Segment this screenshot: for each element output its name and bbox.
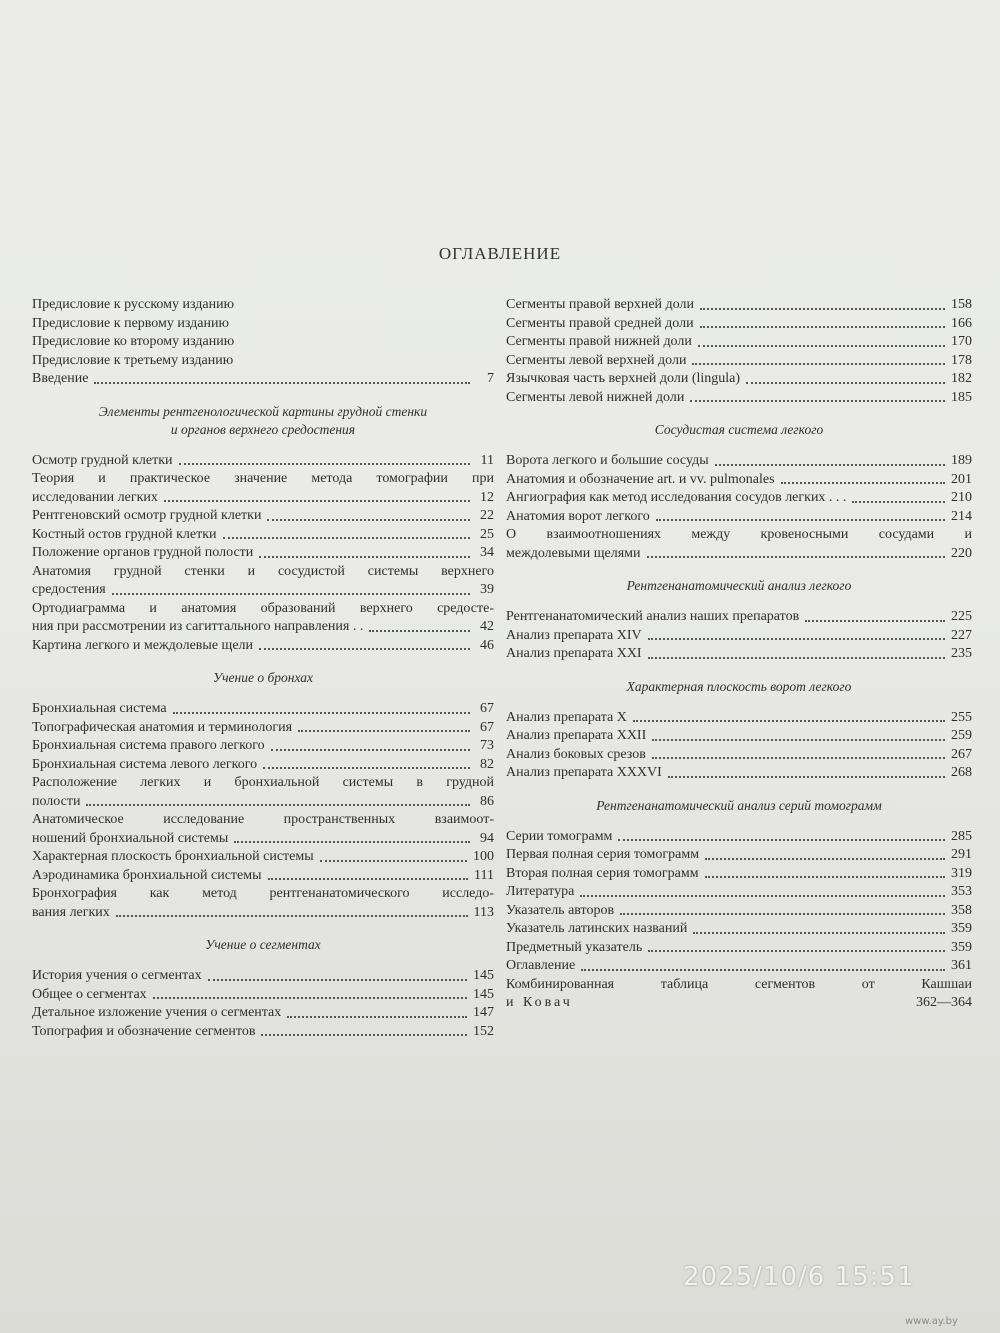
toc-entry-text: Теория и практическое значение метода томографии при bbox=[32, 471, 494, 486]
toc-entry bbox=[32, 352, 494, 371]
toc-entry-text: Предисловие к третьему изданию bbox=[32, 352, 234, 368]
dot-leader bbox=[287, 1016, 467, 1018]
toc-entry-text: Расположение легких и бронхиальной системы в грудной bbox=[32, 775, 494, 790]
photo-timestamp: 2025/10/6 15:51 bbox=[683, 1262, 915, 1292]
toc-entry bbox=[32, 737, 494, 756]
toc-entry-text: Детальное изложение учения о сегментах bbox=[32, 1005, 282, 1020]
toc-entry bbox=[506, 471, 972, 490]
toc-section-list bbox=[32, 967, 494, 1041]
dot-leader bbox=[852, 501, 945, 503]
dot-leader bbox=[268, 878, 469, 880]
toc-entry-line bbox=[32, 830, 494, 849]
toc-page-number: 319 bbox=[951, 865, 972, 881]
toc-entry bbox=[506, 526, 972, 563]
toc-page-number: 67 bbox=[480, 719, 494, 735]
dot-leader bbox=[223, 537, 470, 539]
toc-entry bbox=[506, 865, 972, 884]
toc-page-number: 145 bbox=[473, 968, 494, 983]
toc-page-number: 42 bbox=[480, 619, 494, 634]
toc-entry-text: ношений бронхиальной системы bbox=[32, 830, 229, 846]
toc-entry-line bbox=[32, 581, 494, 600]
toc-page-number: 166 bbox=[951, 315, 972, 331]
toc-entry-text: Топографическая анатомия и терминология bbox=[32, 719, 293, 735]
toc-section-list bbox=[506, 296, 972, 407]
toc-entry bbox=[32, 600, 494, 637]
dot-leader bbox=[693, 932, 945, 934]
toc-section-list bbox=[32, 452, 494, 656]
toc-left-column bbox=[32, 296, 494, 1041]
toc-entry-last-line bbox=[506, 994, 972, 1013]
toc-entry-text: Аэродинамика бронхиальной системы bbox=[32, 867, 262, 883]
dot-leader bbox=[581, 969, 945, 971]
toc-page-number: 34 bbox=[480, 545, 494, 560]
toc-page-number: 67 bbox=[480, 701, 494, 716]
toc-entry bbox=[32, 470, 494, 507]
section-heading-segments: Учение о сегментах bbox=[205, 937, 321, 952]
dot-leader bbox=[692, 363, 945, 365]
toc-page-number: 259 bbox=[951, 728, 972, 743]
dot-leader bbox=[369, 630, 470, 632]
dot-leader bbox=[208, 979, 467, 981]
toc-page-number: 170 bbox=[951, 334, 972, 349]
toc-entry-text: Осмотр грудной клетки bbox=[32, 452, 173, 468]
toc-entry bbox=[32, 756, 494, 775]
page-title: ОГЛАВЛЕНИЕ bbox=[438, 244, 562, 263]
dot-leader bbox=[580, 895, 945, 897]
toc-entry-text: Оглавление bbox=[506, 958, 576, 973]
toc-entry bbox=[32, 526, 494, 545]
toc-page-number: 227 bbox=[951, 627, 972, 643]
toc-page-number: 353 bbox=[951, 884, 972, 899]
toc-entry bbox=[32, 333, 494, 352]
toc-entry bbox=[506, 709, 972, 728]
toc-entry bbox=[32, 700, 494, 719]
toc-entry bbox=[506, 352, 972, 371]
toc-entry bbox=[32, 370, 494, 389]
toc-page-number: 285 bbox=[951, 828, 972, 844]
dot-leader bbox=[705, 876, 945, 878]
toc-entry-text: Костный остов грудной клетки bbox=[32, 526, 217, 542]
toc-section-list bbox=[506, 608, 972, 664]
toc-page-number: 362—364 bbox=[916, 995, 972, 1010]
toc-entry-text: Анализ препарата XXII bbox=[506, 728, 647, 743]
toc-entry bbox=[32, 867, 494, 886]
toc-entry bbox=[506, 727, 972, 746]
toc-entry bbox=[32, 811, 494, 848]
dot-leader bbox=[259, 556, 470, 558]
toc-page-number: 361 bbox=[951, 958, 972, 973]
toc-entry-text: Серии томограмм bbox=[506, 828, 613, 844]
toc-entry bbox=[506, 370, 972, 389]
section-heading-line: и органов верхнего средостения bbox=[170, 421, 356, 437]
dot-leader bbox=[267, 519, 470, 521]
toc-entry-line bbox=[32, 793, 494, 812]
toc-page-number: 46 bbox=[480, 637, 494, 653]
toc-entry bbox=[506, 902, 972, 921]
toc-entry bbox=[32, 507, 494, 526]
toc-section-list bbox=[32, 700, 494, 922]
dot-leader bbox=[656, 519, 945, 521]
toc-entry bbox=[32, 544, 494, 563]
toc-entry-text: полости bbox=[32, 793, 81, 809]
section-heading-chest-wall bbox=[32, 403, 494, 439]
toc-entry bbox=[506, 333, 972, 352]
dot-leader bbox=[700, 326, 945, 328]
toc-entry-text: Анализ боковых срезов bbox=[506, 746, 646, 762]
toc-entry bbox=[32, 967, 494, 986]
toc-page-number: 220 bbox=[951, 545, 972, 561]
toc-entry-text: ния при рассмотрении из сагиттального направления . . bbox=[32, 619, 364, 634]
toc-entry-text: Указатель латинских названий bbox=[506, 921, 688, 936]
dot-leader bbox=[298, 730, 470, 732]
toc-entry-text: Вторая полная серия томограмм bbox=[506, 865, 699, 881]
toc-entry-line bbox=[506, 545, 972, 564]
toc-entry bbox=[506, 452, 972, 471]
toc-entry-text: Литература bbox=[506, 884, 575, 899]
toc-page-number: 358 bbox=[951, 902, 972, 918]
toc-page-number: 214 bbox=[951, 508, 972, 524]
toc-entry-text: средостения bbox=[32, 582, 106, 597]
toc-entry-text: Характерная плоскость бронхиальной системы bbox=[32, 849, 314, 864]
toc-entry bbox=[32, 452, 494, 471]
dot-leader bbox=[705, 858, 945, 860]
toc-entry bbox=[506, 939, 972, 958]
toc-entry-text: Предисловие к первому изданию bbox=[32, 315, 229, 331]
dot-leader bbox=[263, 767, 470, 769]
section-heading-vascular: Сосудистая система легкого bbox=[654, 422, 824, 437]
dot-leader bbox=[164, 500, 470, 502]
toc-entry-text: Сегменты правой нижней доли bbox=[506, 334, 692, 349]
toc-entry-text: междолевыми щелями bbox=[506, 545, 641, 561]
toc-entry-text: Предисловие ко второму изданию bbox=[32, 334, 235, 349]
toc-page-number: 39 bbox=[480, 582, 494, 597]
toc-page-number: 25 bbox=[480, 526, 494, 542]
section-heading-line: Элементы рентгенологической картины грудной стенки bbox=[98, 403, 428, 419]
toc-entry-text: Ворота легкого и большие сосуды bbox=[506, 453, 709, 468]
toc-entry-text: Сегменты левой верхней доли bbox=[506, 352, 687, 368]
toc-entry bbox=[506, 315, 972, 334]
toc-entry-text: и Ковач bbox=[506, 995, 573, 1010]
section-heading-hilum-plane: Характерная плоскость ворот легкого bbox=[626, 678, 852, 694]
toc-entry-text: Комбинированная таблица сегментов от Кашшаи bbox=[506, 976, 972, 992]
toc-entry-text: Введение bbox=[32, 371, 89, 386]
toc-page-number: 235 bbox=[951, 646, 972, 661]
toc-entry-text: Анализ препарата XIV bbox=[506, 627, 642, 643]
toc-entry-text: исследовании легких bbox=[32, 489, 158, 505]
toc-entry bbox=[506, 764, 972, 783]
toc-entry bbox=[506, 846, 972, 865]
toc-page-number: 145 bbox=[473, 986, 494, 1002]
toc-page-number: 73 bbox=[480, 738, 494, 753]
toc-entry bbox=[506, 883, 972, 902]
dot-leader bbox=[715, 464, 945, 466]
toc-entry-line bbox=[32, 904, 494, 923]
toc-page-number: 178 bbox=[951, 352, 972, 368]
toc-intro-list bbox=[32, 296, 494, 389]
toc-entry bbox=[506, 389, 972, 408]
toc-entry-text: Сегменты правой средней доли bbox=[506, 315, 694, 331]
dot-leader bbox=[620, 913, 945, 915]
section-heading-bronchi: Учение о бронхах bbox=[213, 670, 313, 685]
dot-leader bbox=[781, 482, 945, 484]
toc-page-number: 152 bbox=[473, 1023, 494, 1039]
toc-entry bbox=[506, 508, 972, 527]
toc-entry-text: Бронхиальная система левого легкого bbox=[32, 756, 258, 772]
toc-entry bbox=[506, 746, 972, 765]
toc-entry-text: Указатель авторов bbox=[506, 902, 615, 918]
dot-leader bbox=[86, 804, 470, 806]
toc-entry-text: Бронхография как метод рентгенанатомического исследо- bbox=[32, 886, 494, 901]
toc-page-number: 291 bbox=[951, 847, 972, 862]
toc-section-list bbox=[506, 709, 972, 783]
toc-entry-text: Анатомия ворот легкого bbox=[506, 508, 650, 524]
toc-page-number: 147 bbox=[473, 1005, 494, 1020]
toc-entry bbox=[506, 828, 972, 847]
toc-entry-text: Ангиография как метод исследования сосудов легких . . . bbox=[506, 490, 847, 505]
dot-leader bbox=[648, 657, 945, 659]
toc-entry bbox=[32, 1004, 494, 1023]
toc-page-number: 86 bbox=[480, 793, 494, 809]
dot-leader bbox=[261, 1034, 467, 1036]
toc-page-number: 267 bbox=[951, 746, 972, 762]
toc-entry-text: Общее о сегментах bbox=[32, 986, 147, 1002]
dot-leader bbox=[700, 308, 945, 310]
dot-leader bbox=[648, 950, 945, 952]
toc-section-list bbox=[506, 452, 972, 563]
toc-page-number: 158 bbox=[951, 297, 972, 312]
section-heading-tomogram-series: Рентгенанатомический анализ серий томограмм bbox=[596, 797, 882, 813]
dot-leader bbox=[690, 400, 945, 402]
dot-leader bbox=[153, 997, 467, 999]
toc-entry bbox=[506, 645, 972, 664]
toc-page-number: 225 bbox=[951, 609, 972, 624]
toc-entry-text: Анализ препарата X bbox=[506, 709, 627, 725]
dot-leader bbox=[320, 860, 467, 862]
toc-entry-text: Положение органов грудной полости bbox=[32, 545, 254, 560]
toc-entry bbox=[506, 296, 972, 315]
dot-leader bbox=[652, 739, 945, 741]
dot-leader bbox=[805, 620, 945, 622]
toc-entry-text: Анатомическое исследование пространственных взаимоот- bbox=[32, 812, 494, 827]
toc-entry bbox=[32, 885, 494, 922]
toc-page-number: 7 bbox=[487, 371, 494, 386]
toc-page-number: 201 bbox=[951, 471, 972, 487]
toc-page-number: 182 bbox=[951, 371, 972, 386]
dot-leader bbox=[94, 382, 470, 384]
toc-page-number: 22 bbox=[480, 508, 494, 523]
toc-page-number: 113 bbox=[473, 904, 494, 920]
dot-leader bbox=[652, 757, 945, 759]
toc-section-list bbox=[506, 828, 972, 976]
dot-leader bbox=[271, 749, 470, 751]
toc-entry-text: Анализ препарата XXI bbox=[506, 646, 642, 661]
toc-page-number: 359 bbox=[951, 921, 972, 936]
toc-entry bbox=[32, 774, 494, 811]
toc-page-number: 255 bbox=[951, 709, 972, 725]
toc-entry-text: Язычковая часть верхней доли (lingula) bbox=[506, 371, 741, 386]
toc-page-number: 82 bbox=[480, 756, 494, 772]
toc-entry-text: Анатомия и обозначение art. и vv. pulmonales bbox=[506, 471, 775, 487]
toc-entry bbox=[506, 957, 972, 976]
toc-page-number: 189 bbox=[951, 453, 972, 468]
toc-entry bbox=[32, 296, 494, 315]
toc-page-number: 185 bbox=[951, 389, 972, 405]
toc-entry-text: Анализ препарата XXXVI bbox=[506, 765, 662, 780]
toc-entry-text: Первая полная серия томограмм bbox=[506, 847, 700, 862]
dot-leader bbox=[234, 841, 470, 843]
dot-leader bbox=[618, 839, 945, 841]
toc-entry bbox=[32, 719, 494, 738]
toc-entry bbox=[506, 920, 972, 939]
toc-page-number: 359 bbox=[951, 939, 972, 955]
toc-page-number: 111 bbox=[474, 867, 494, 883]
dot-leader bbox=[746, 382, 945, 384]
toc-entry-text: Сегменты левой нижней доли bbox=[506, 389, 685, 405]
toc-right-column bbox=[506, 296, 972, 1013]
toc-entry-line bbox=[32, 489, 494, 508]
toc-entry-text: Предметный указатель bbox=[506, 939, 643, 955]
dot-leader bbox=[259, 648, 470, 650]
toc-entry bbox=[32, 986, 494, 1005]
toc-entry bbox=[32, 1023, 494, 1042]
dot-leader bbox=[112, 593, 470, 595]
toc-page-number: 210 bbox=[951, 490, 972, 505]
dot-leader bbox=[173, 712, 470, 714]
dot-leader bbox=[698, 345, 945, 347]
dot-leader bbox=[647, 556, 945, 558]
toc-entry bbox=[506, 627, 972, 646]
section-heading-xray-analysis: Рентгенанатомический анализ легкого bbox=[626, 578, 852, 593]
toc-entry bbox=[32, 637, 494, 656]
toc-entry-text: вания легких bbox=[32, 904, 110, 920]
toc-entry-text: Картина легкого и междолевые щели bbox=[32, 637, 254, 653]
toc-entry-text: Топография и обозначение сегментов bbox=[32, 1023, 256, 1039]
toc-entry-text: О взаимоотношениях между кровеносными сосудами и bbox=[506, 527, 972, 542]
toc-entry-combined-table bbox=[506, 976, 972, 1013]
toc-entry-text: Сегменты правой верхней доли bbox=[506, 297, 694, 312]
toc-entry-text: Бронхиальная система bbox=[32, 701, 167, 716]
toc-entry-text: История учения о сегментах bbox=[32, 968, 202, 983]
site-watermark: www.ay.by bbox=[905, 1316, 958, 1327]
dot-leader bbox=[648, 638, 945, 640]
toc-entry-text: Рентгенанатомический анализ наших препаратов bbox=[506, 609, 800, 624]
toc-entry bbox=[506, 608, 972, 627]
toc-page-number: 268 bbox=[951, 765, 972, 780]
toc-entry-text: Ортодиаграмма и анатомия образований верхнего средосте- bbox=[32, 600, 494, 616]
dot-leader bbox=[116, 915, 468, 917]
toc-entry-line bbox=[32, 618, 494, 637]
dot-leader bbox=[179, 463, 471, 465]
toc-page-number: 94 bbox=[480, 830, 494, 846]
toc-entry bbox=[32, 315, 494, 334]
toc-entry-text: Предисловие к русскому изданию bbox=[32, 297, 235, 312]
toc-page-number: 12 bbox=[480, 489, 494, 505]
dot-leader bbox=[633, 720, 945, 722]
toc-entry bbox=[32, 563, 494, 600]
toc-entry-text: Бронхиальная система правого легкого bbox=[32, 738, 265, 753]
toc-entry-text: Анатомия грудной стенки и сосудистой системы верхнего bbox=[32, 563, 494, 579]
toc-entry bbox=[32, 848, 494, 867]
dot-leader bbox=[668, 776, 945, 778]
toc-entry bbox=[506, 489, 972, 508]
toc-page-number: 100 bbox=[473, 849, 494, 864]
toc-entry-text: Рентгеновский осмотр грудной клетки bbox=[32, 508, 262, 523]
toc-page-number: 11 bbox=[480, 452, 494, 468]
